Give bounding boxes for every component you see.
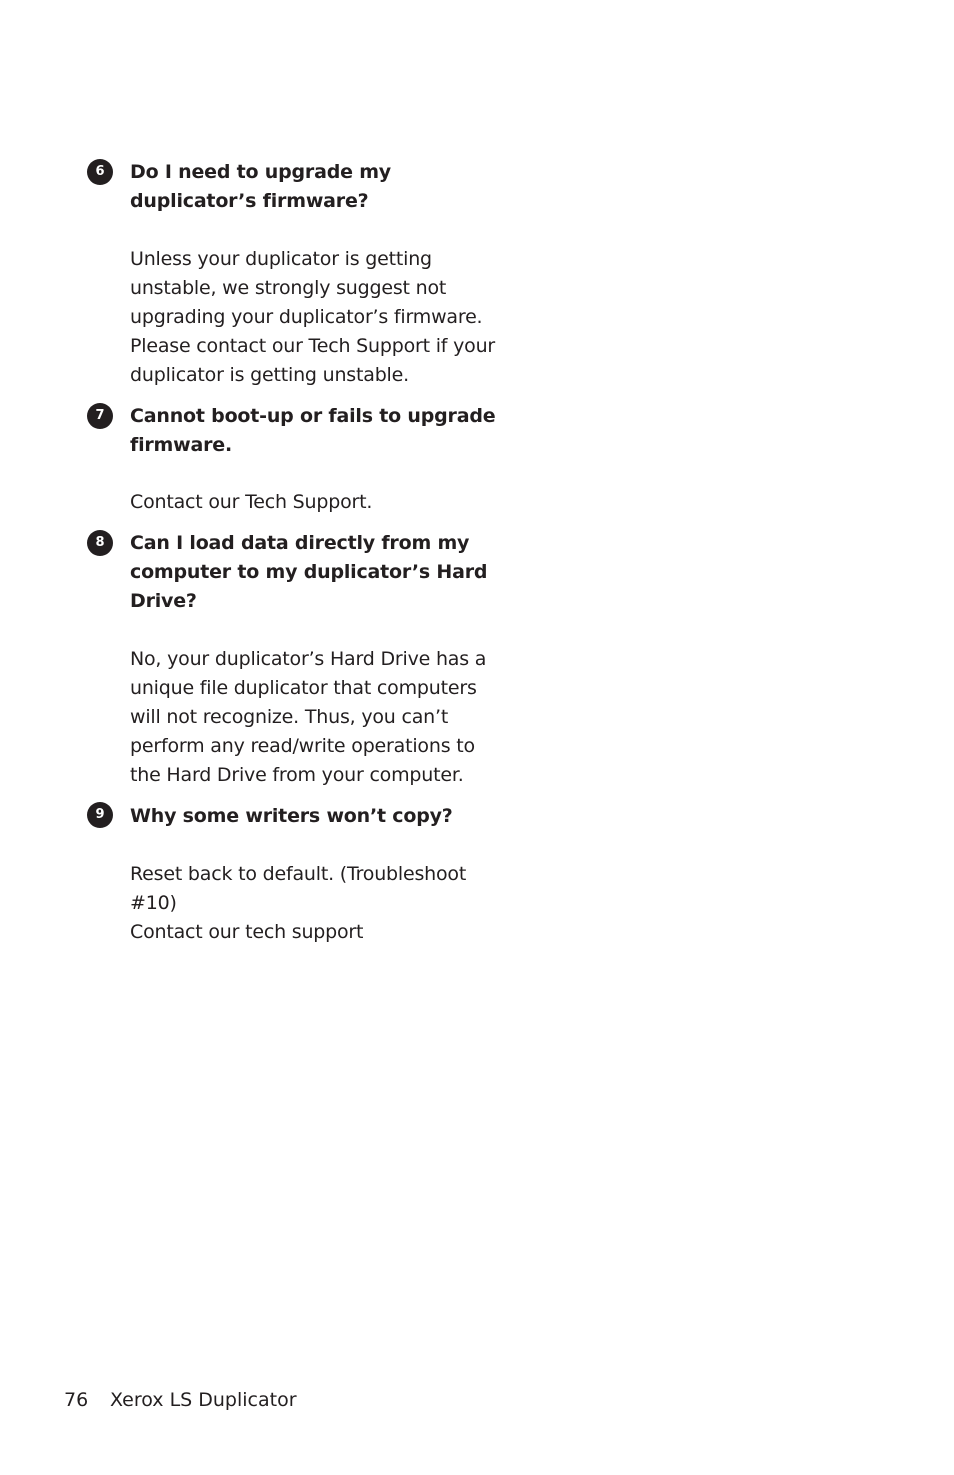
question-heading: Do I need to upgrade my duplicator’s firmware? bbox=[130, 161, 391, 212]
number-badge: 6 bbox=[87, 159, 113, 185]
question-heading: Cannot boot-up or fails to upgrade firmware. bbox=[130, 405, 496, 456]
question-heading: Why some writers won’t copy? bbox=[130, 805, 453, 827]
number-badge: 9 bbox=[87, 802, 113, 828]
answer-text: Contact our Tech Support. bbox=[130, 491, 373, 513]
page-footer bbox=[64, 1386, 297, 1415]
answer-text: Reset back to default. (Troubleshoot #10) Contact our tech support bbox=[130, 863, 467, 943]
document-title: Xerox LS Duplicator bbox=[110, 1389, 297, 1411]
question-heading: Can I load data directly from my computer to my duplicator’s Hard Drive? bbox=[130, 532, 488, 612]
page-number: 76 bbox=[64, 1389, 89, 1411]
answer-text: No, your duplicator’s Hard Drive has a unique file duplicator that computers will not recognize. Thus, you can’t perform any read/write operations to the Hard Drive from your computer. bbox=[130, 648, 487, 786]
number-badge: 8 bbox=[87, 530, 113, 556]
number-badge: 7 bbox=[87, 403, 113, 429]
answer-text: Unless your duplicator is getting unstable, we strongly suggest not upgrading your duplicator’s firmware. Please contact our Tech Support if your duplicator is getting unstable. bbox=[130, 248, 496, 386]
